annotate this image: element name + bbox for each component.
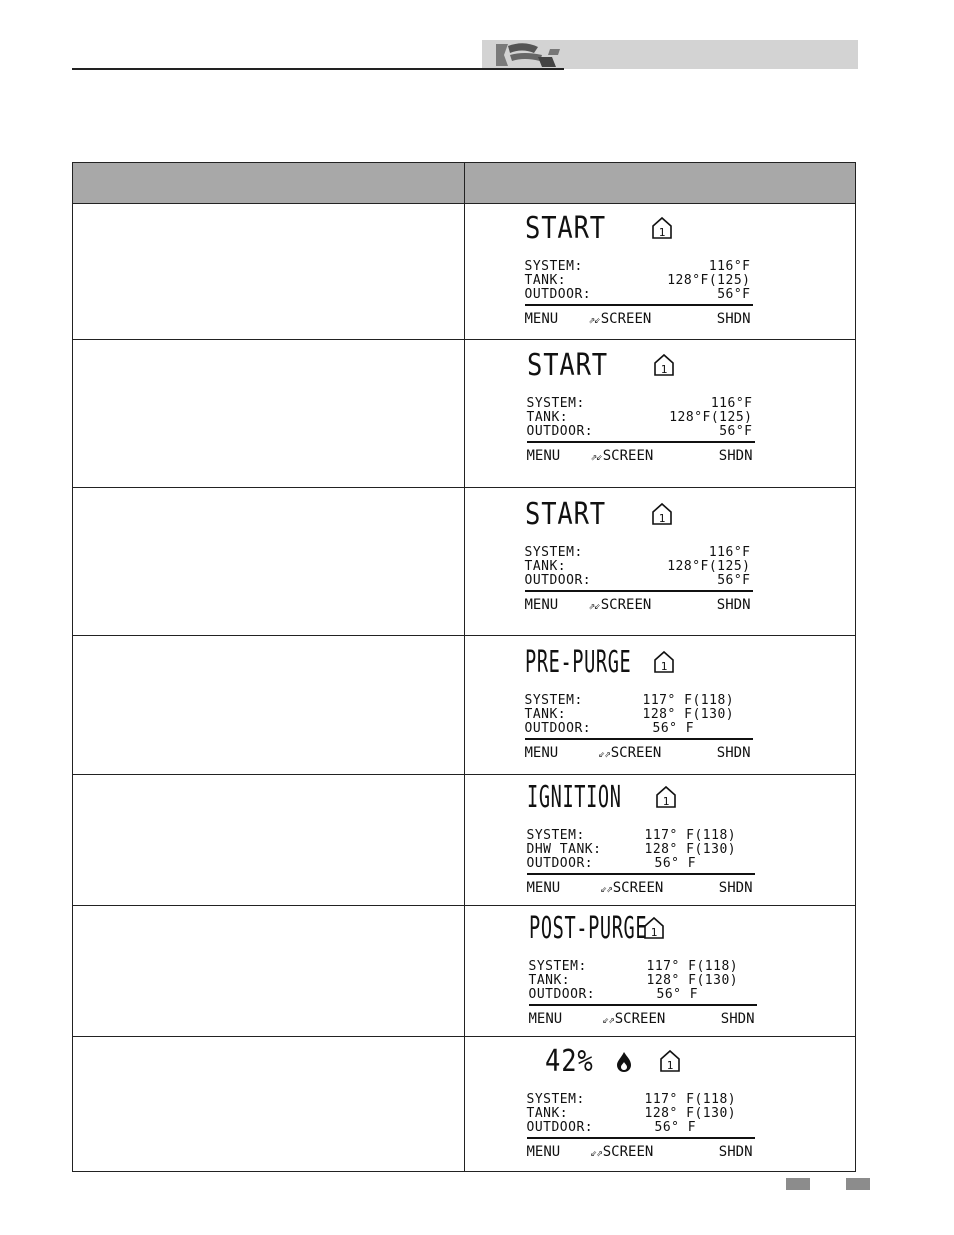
svg-text:1: 1 (658, 512, 665, 525)
lcd-line-tank: TANK: 128° F(130) (528, 973, 739, 988)
display-cell (464, 906, 856, 1037)
lcd-display (527, 1045, 757, 1161)
table-header-description (73, 163, 465, 204)
home-zone-icon (651, 502, 673, 526)
screen-softkey[interactable]: ⇙⇗SCREEN (602, 1011, 666, 1027)
lcd-line-system: SYSTEM: 116°F (526, 396, 753, 411)
footer-page-marker-left (786, 1178, 810, 1190)
lcd-display (527, 781, 757, 897)
menu-softkey[interactable]: MENU (524, 597, 559, 613)
table-row (73, 906, 856, 1037)
screen-softkey[interactable]: ⇗⇙SCREEN (590, 448, 654, 464)
lcd-line-system: SYSTEM: 116°F (524, 259, 751, 274)
lcd-line-dhw-tank: DHW TANK: 128° F(130) (526, 842, 737, 857)
home-zone-icon (655, 785, 677, 809)
table-row (73, 340, 856, 488)
menu-softkey[interactable]: MENU (526, 1144, 561, 1160)
shutdown-softkey[interactable]: SHDN (718, 448, 753, 464)
display-cell (464, 204, 856, 340)
menu-softkey[interactable]: MENU (528, 1011, 563, 1027)
up-down-arrows-icon: ⇗⇙ (588, 313, 600, 326)
lcd-line-system: SYSTEM: 117° F(118) (528, 959, 739, 974)
lcd-state-title: START (526, 348, 608, 383)
lcd-softkeys (527, 1143, 757, 1161)
lcd-softkeys (525, 744, 755, 762)
shutdown-softkey[interactable]: SHDN (720, 1011, 755, 1027)
description-cell (73, 636, 465, 775)
home-zone-icon (659, 1049, 681, 1073)
lcd-line-tank: TANK: 128°F(125) (524, 559, 751, 574)
lcd-state-title: POST-PURGE (528, 911, 647, 946)
up-down-arrows-icon: ⇙⇗ (590, 1146, 602, 1159)
table-row (73, 1037, 856, 1172)
description-cell (73, 204, 465, 340)
shutdown-softkey[interactable]: SHDN (716, 745, 751, 761)
lcd-softkeys (525, 310, 755, 328)
description-cell (73, 340, 465, 488)
up-down-arrows-icon: ⇗⇙ (590, 450, 602, 463)
menu-softkey[interactable]: MENU (524, 745, 559, 761)
home-zone-icon (651, 216, 673, 240)
lcd-line-tank: TANK: 128° F(130) (526, 1106, 737, 1121)
display-cell (464, 775, 856, 906)
lcd-softkeys (525, 596, 755, 614)
lcd-softkeys (527, 447, 757, 465)
lcd-softkeys (527, 879, 757, 897)
svg-text:1: 1 (650, 926, 657, 939)
lcd-line-tank: TANK: 128° F(130) (524, 707, 735, 722)
table-header-display (464, 163, 856, 204)
display-cell (464, 340, 856, 488)
svg-text:1: 1 (660, 363, 667, 376)
lcd-state-title: START (524, 211, 606, 246)
home-zone-icon (643, 916, 665, 940)
lcd-line-outdoor: OUTDOOR: 56° F (528, 987, 699, 1002)
lcd-divider (525, 304, 753, 306)
screen-softkey[interactable]: ⇗⇙SCREEN (588, 311, 652, 327)
up-down-arrows-icon: ⇙⇗ (602, 1013, 614, 1026)
display-cell (464, 636, 856, 775)
shutdown-softkey[interactable]: SHDN (718, 1144, 753, 1160)
lcd-display (525, 646, 755, 762)
lcd-line-outdoor: OUTDOOR: 56° F (524, 721, 695, 736)
lcd-line-system: SYSTEM: 117° F(118) (524, 693, 735, 708)
lcd-line-outdoor: OUTDOOR: 56°F (526, 424, 753, 439)
screen-softkey[interactable]: ⇙⇗SCREEN (590, 1144, 654, 1160)
display-cell (464, 1037, 856, 1172)
lcd-state-title: PRE-PURGE (524, 645, 631, 680)
lcd-line-outdoor: OUTDOOR: 56° F (526, 1120, 697, 1135)
svg-text:1: 1 (658, 226, 665, 239)
description-cell (73, 488, 465, 636)
lcd-divider (527, 1137, 755, 1139)
lcd-divider (527, 441, 755, 443)
display-cell (464, 488, 856, 636)
menu-softkey[interactable]: MENU (524, 311, 559, 327)
description-cell (73, 906, 465, 1037)
footer-page-marker-right (846, 1178, 870, 1190)
home-zone-icon (653, 353, 675, 377)
home-zone-icon (653, 650, 675, 674)
svg-text:1: 1 (666, 1059, 673, 1072)
table-header-row (73, 163, 856, 204)
lcd-line-outdoor: OUTDOOR: 56°F (524, 287, 751, 302)
screen-softkey[interactable]: ⇗⇙SCREEN (588, 597, 652, 613)
menu-softkey[interactable]: MENU (526, 880, 561, 896)
lcd-softkeys (529, 1010, 759, 1028)
shutdown-softkey[interactable]: SHDN (718, 880, 753, 896)
flame-icon (615, 1051, 633, 1073)
shutdown-softkey[interactable]: SHDN (716, 597, 751, 613)
up-down-arrows-icon: ⇗⇙ (588, 599, 600, 612)
description-cell (73, 775, 465, 906)
svg-text:1: 1 (662, 795, 669, 808)
shutdown-softkey[interactable]: SHDN (716, 311, 751, 327)
table-row (73, 636, 856, 775)
up-down-arrows-icon: ⇙⇗ (598, 747, 610, 760)
lcd-divider (525, 738, 753, 740)
lcd-display (529, 912, 759, 1028)
lcd-line-system: SYSTEM: 116°F (524, 545, 751, 560)
up-down-arrows-icon: ⇙⇗ (600, 882, 612, 895)
lcd-display (525, 212, 755, 328)
lcd-divider (527, 873, 755, 875)
table-row (73, 775, 856, 906)
screen-softkey[interactable]: ⇙⇗SCREEN (600, 880, 664, 896)
header-rule (72, 68, 564, 70)
lcd-line-system: SYSTEM: 117° F(118) (526, 828, 737, 843)
description-cell (73, 1037, 465, 1172)
lcd-divider (529, 1004, 757, 1006)
lcd-divider (525, 590, 753, 592)
table-row (73, 204, 856, 340)
svg-text:1: 1 (660, 660, 667, 673)
operating-states-table (72, 162, 856, 1172)
lcd-line-outdoor: OUTDOOR: 56° F (526, 856, 697, 871)
lcd-line-outdoor: OUTDOOR: 56°F (524, 573, 751, 588)
menu-softkey[interactable]: MENU (526, 448, 561, 464)
lcd-state-title: START (524, 497, 606, 532)
lcd-display (527, 349, 757, 465)
lcd-line-system: SYSTEM: 117° F(118) (526, 1092, 737, 1107)
lcd-display (525, 498, 755, 614)
knight-xl-logo (494, 41, 564, 69)
lcd-state-title: IGNITION (526, 780, 622, 815)
lcd-line-tank: TANK: 128°F(125) (526, 410, 753, 425)
screen-softkey[interactable]: ⇙⇗SCREEN (598, 745, 662, 761)
lcd-line-tank: TANK: 128°F(125) (524, 273, 751, 288)
lcd-state-title: 42% (544, 1044, 594, 1079)
table-row (73, 488, 856, 636)
